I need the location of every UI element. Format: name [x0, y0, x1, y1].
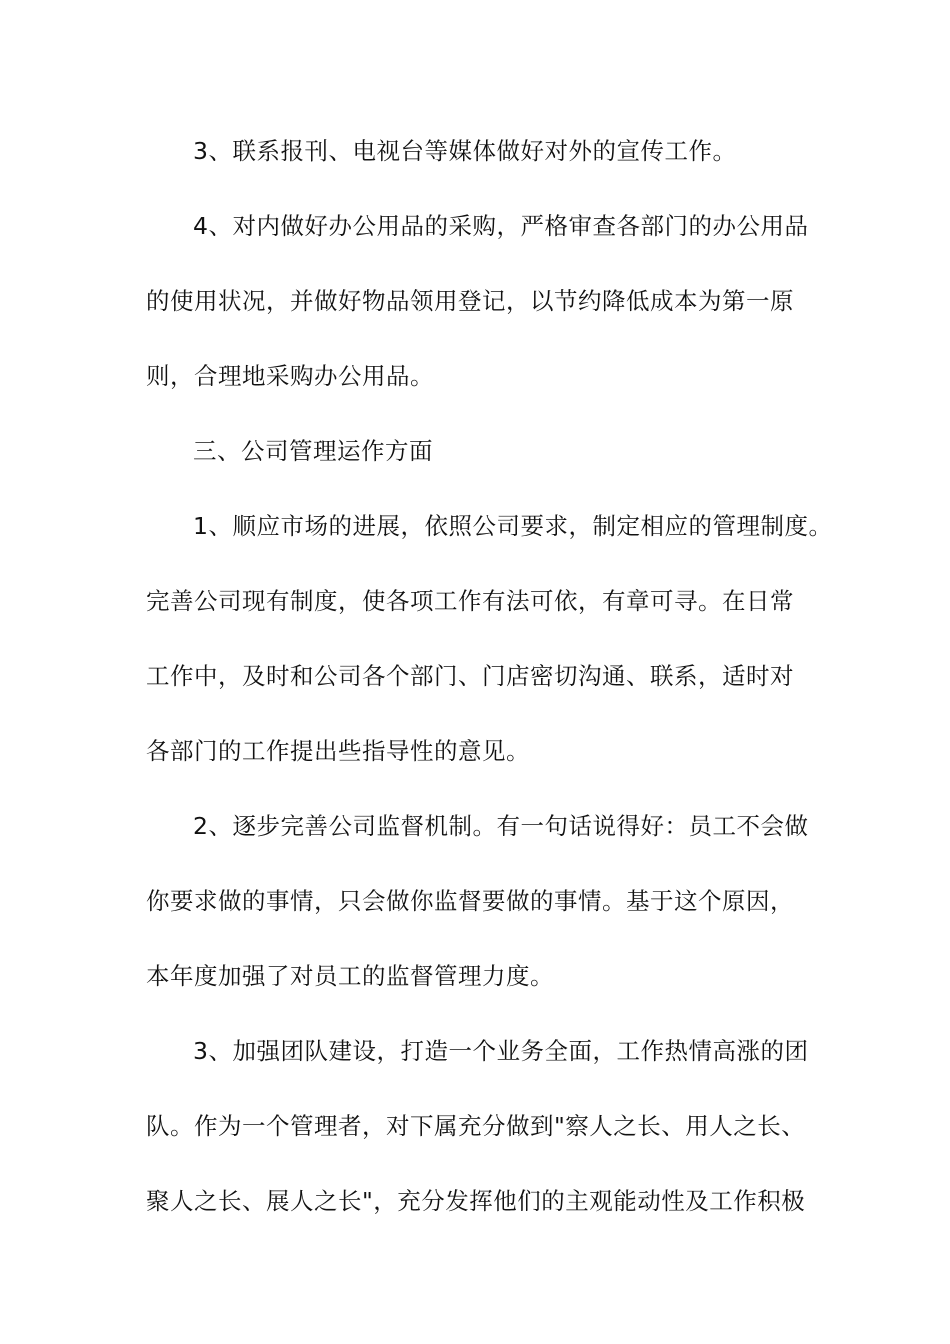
paragraph-line: 各部门的工作提出些指导性的意见。 [146, 737, 530, 765]
paragraph-line-item-1-start: 1、顺应市场的进展，依照公司要求，制定相应的管理制度。 [193, 512, 833, 540]
paragraph-line: 工作中，及时和公司各个部门、门店密切沟通、联系，适时对 [146, 662, 794, 690]
paragraph-line-item-3-start: 3、加强团队建设，打造一个业务全面，工作热情高涨的团 [193, 1037, 809, 1065]
paragraph-line: 聚人之长、展人之长"，充分发挥他们的主观能动性及工作积极 [146, 1187, 806, 1215]
paragraph-line-item-4-start: 4、对内做好办公用品的采购，严格审查各部门的办公用品 [193, 212, 809, 240]
paragraph-line: 完善公司现有制度，使各项工作有法可依，有章可寻。在日常 [146, 587, 794, 615]
paragraph-line: 的使用状况，并做好物品领用登记，以节约降低成本为第一原 [146, 287, 794, 315]
paragraph-line: 则，合理地采购办公用品。 [146, 362, 434, 390]
paragraph-line: 队。作为一个管理者，对下属充分做到"察人之长、用人之长、 [146, 1112, 806, 1140]
paragraph-line: 你要求做的事情，只会做你监督要做的事情。基于这个原因， [146, 887, 794, 915]
paragraph-line: 本年度加强了对员工的监督管理力度。 [146, 962, 554, 990]
paragraph-line-item-2-start: 2、逐步完善公司监督机制。有一句话说得好：员工不会做 [193, 812, 809, 840]
paragraph-line-item-3-media: 3、联系报刊、电视台等媒体做好对外的宣传工作。 [193, 137, 737, 165]
section-heading: 三、公司管理运作方面 [193, 437, 433, 465]
